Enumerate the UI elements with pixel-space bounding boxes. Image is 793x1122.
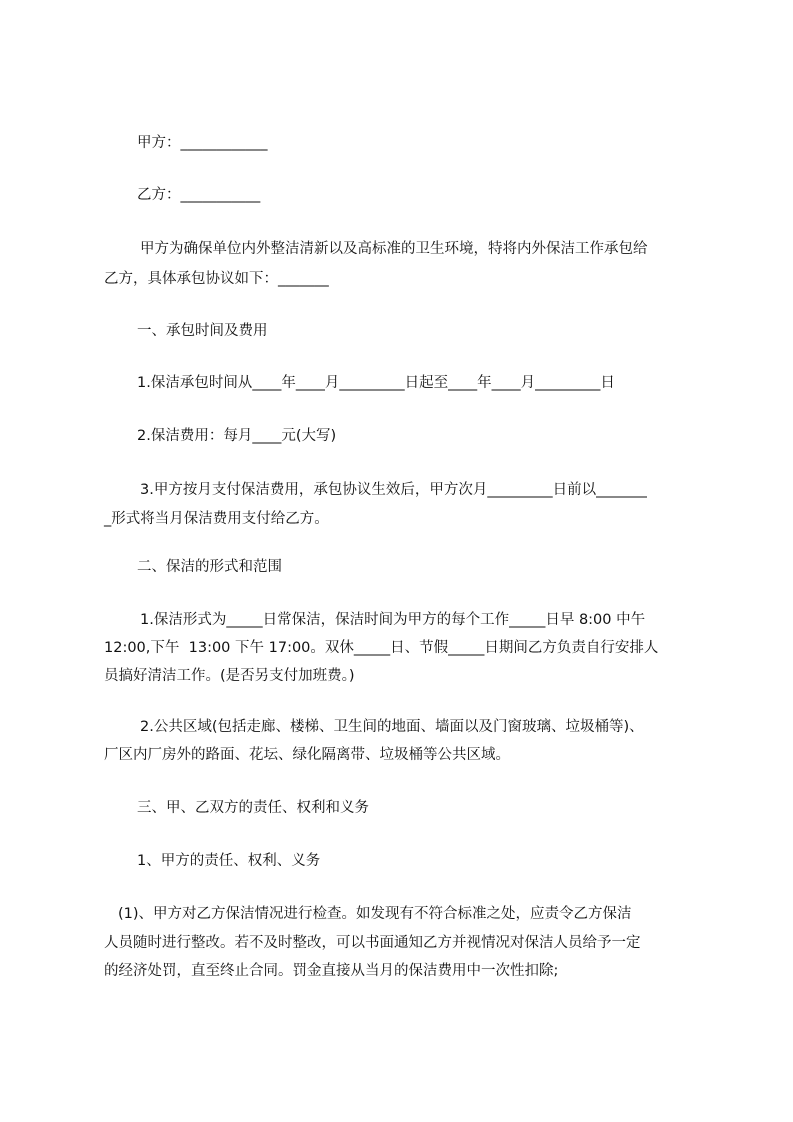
section-1-item-3-line-1: 3.甲方按月支付保洁费用，承包协议生效后，甲方次月_________日前以_______ xyxy=(140,482,647,498)
intro-line-1: 甲方为确保单位内外整洁清新以及高标准的卫生环境，特将内外保洁工作承包给 xyxy=(140,241,648,257)
section-3-clause-1-line-3: 的经济处罚，直至终止合同。罚金直接从当月的保洁费用中一次性扣除; xyxy=(104,963,559,979)
section-1-item-3-line-2: _形式将当月保洁费用支付给乙方。 xyxy=(104,511,329,527)
section-3-heading: 三、甲、乙双方的责任、权利和义务 xyxy=(137,800,369,816)
section-2-item-1-line-1: 1.保洁形式为_____日常保洁，保洁时间为甲方的每个工作_____日早 8:00 中午 xyxy=(140,612,646,628)
section-3-clause-1-line-1: (1)、甲方对乙方保洁情况进行检查。如发现有不符合标准之处，应责令乙方保洁 xyxy=(118,906,632,922)
section-2-item-2-line-1: 2.公共区域(包括走廊、楼梯、卫生间的地面、墙面以及门窗玻璃、垃圾桶等)、 xyxy=(140,719,644,735)
section-2-heading: 二、保洁的形式和范围 xyxy=(137,559,282,575)
section-2-item-1-line-2: 12:00,下午 13:00 下午 17:00。双休_____日、节假_____日期间乙方负责自行安排人 xyxy=(104,640,659,656)
section-2-item-2-line-2: 厂区内厂房外的路面、花坛、绿化隔离带、垃圾桶等公共区域。 xyxy=(104,747,510,763)
section-3-sub-heading-1: 1、甲方的责任、权利、义务 xyxy=(137,853,321,869)
intro-line-2: 乙方，具体承包协议如下：_______ xyxy=(104,271,329,287)
party-b-line: 乙方：___________ xyxy=(137,187,261,203)
section-3-clause-1-line-2: 人员随时进行整改。若不及时整改，可以书面通知乙方并视情况对保洁人员给予一定 xyxy=(104,935,641,951)
party-a-line: 甲方：____________ xyxy=(137,135,268,151)
section-1-heading: 一、承包时间及费用 xyxy=(137,323,268,339)
section-2-item-1-line-3: 员搞好清洁工作。(是否另支付加班费。) xyxy=(104,668,355,684)
section-1-item-1: 1.保洁承包时间从____年____月_________日起至____年____月_________日 xyxy=(137,375,615,391)
section-1-item-2: 2.保洁费用：每月____元(大写) xyxy=(137,428,337,444)
